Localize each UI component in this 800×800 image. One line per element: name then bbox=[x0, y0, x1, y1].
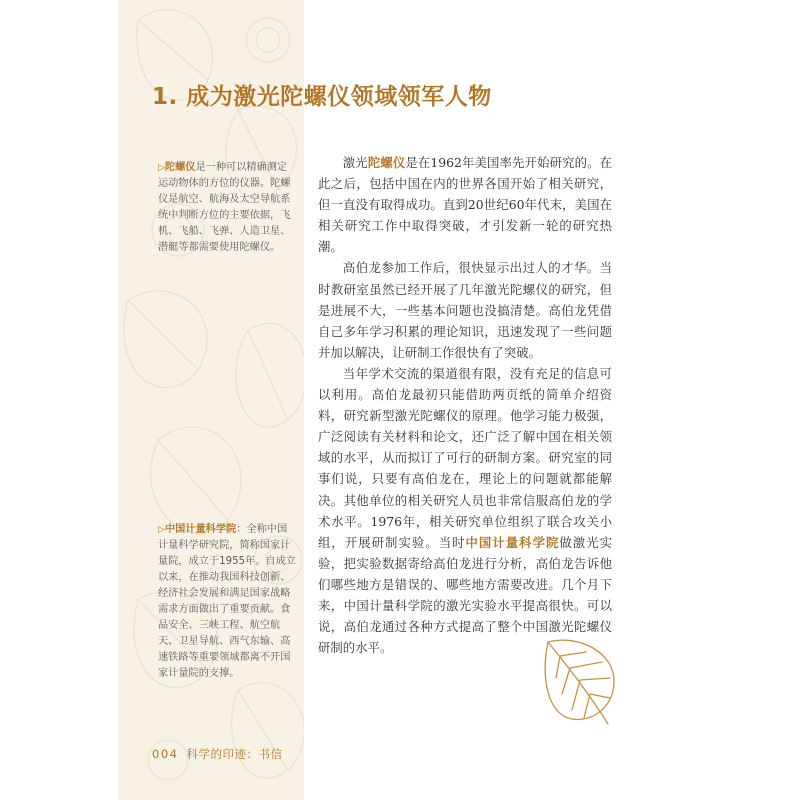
paragraph-text: 激光 bbox=[342, 155, 368, 170]
paragraph-text: 做激光实验，把实验数据寄给高伯龙进行分析，高伯龙告诉他们哪些地方是错误的、哪些地方需要改进。几个月下来，中国计量科学院的激光实验水平提高很快。可以说，高伯龙通过各种方式提高了整个中国激光陀螺仪研制的水平。 bbox=[318, 534, 613, 656]
note-text: 是一种可以精确测定运动物体的方位的仪器。陀螺仪是航空、航海及太空导航系统中判断方位的主要依据，飞机、飞船、飞弹、人造卫星、潜艇等都需要使用陀螺仪。 bbox=[158, 162, 291, 253]
note-term: 陀螺仪 bbox=[164, 162, 196, 173]
page-number: 004 bbox=[152, 747, 179, 761]
paragraph bbox=[318, 152, 612, 257]
book-title: 科学的印迹：书信 bbox=[186, 747, 283, 761]
triangle-marker-icon: ▷ bbox=[158, 163, 165, 173]
sidebar-note-gyroscope bbox=[158, 160, 296, 256]
paragraph-text: 是在1962年美国率先开始研究的。在此之后，包括中国在内的世界各国开始了相关研究，但一直没有取得成功。直到20世纪60年代末，美国在相关研究工作中取得突破，才引发新一轮的研究热潮。 bbox=[318, 155, 613, 255]
paragraph bbox=[318, 363, 612, 658]
sidebar-note-institute bbox=[158, 522, 296, 682]
page-footer bbox=[152, 746, 282, 762]
triangle-marker-icon: ▷ bbox=[158, 525, 165, 535]
section-title: 1. 成为激光陀螺仪领域领军人物 bbox=[152, 84, 492, 110]
paragraph-text: 当年学术交流的渠道很有限，没有充足的信息可以利用。高伯龙最初只能借助两页纸的简单介绍资料，研究新型激光陀螺仪的原理。他学习能力极强，广泛阅读有关材料和论文，还广泛了解中国在相关领域的水平，从而拟订了可行的研制方案。研究室的同事们说，只要有高伯龙在，理论上的问题就都能解决。其他单位的相关研究人员也非常信服高伯龙的学术水平。1976年，相关研究单位组织了联合攻关小组，开展研制实验。当时 bbox=[318, 365, 612, 550]
note-text: ：全称中国计量科学研究院，简称国家计量院，成立于1955年。自成立以来，在推动我国科技创新、经济社会发展和满足国家战略需求方面做出了重要贡献。食品安全、三峡工程、航空航天、卫星导航、西气东输、高速铁路等重要领域都离不开国家计量院的支撑。 bbox=[158, 524, 296, 679]
paragraph bbox=[318, 257, 612, 362]
leaf-icon bbox=[538, 632, 622, 728]
note-term: 中国计量科学院 bbox=[164, 524, 237, 535]
main-text bbox=[318, 152, 612, 658]
highlighted-term: 陀螺仪 bbox=[367, 155, 406, 170]
highlighted-term: 中国计量科学院 bbox=[465, 534, 560, 550]
paragraph-text: 高伯龙参加工作后，很快显示出过人的才华。当时教研室虽然已经开展了几年激光陀螺仪的研究，但是进展不大，一些基本问题也没搞清楚。高伯龙凭借自己多年学习积累的理论知识，迅速发现了一些问题并加以解决，让研制工作很快有了突破。 bbox=[318, 260, 612, 360]
